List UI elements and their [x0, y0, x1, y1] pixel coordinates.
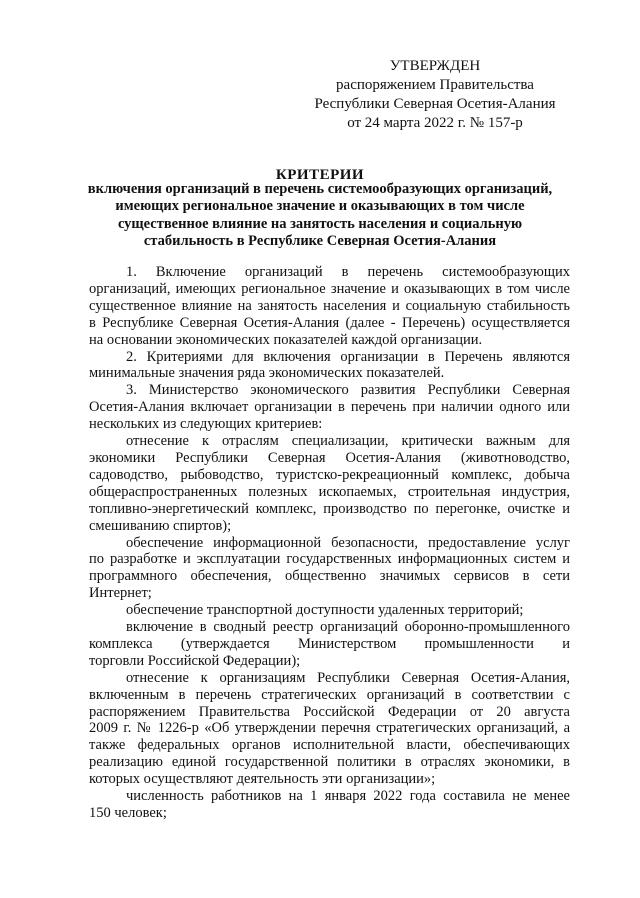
approval-block — [300, 57, 570, 133]
paragraph-line: включение в сводный реестр организаций оборонно-промышленного — [126, 619, 570, 636]
paragraph-line: численность работников на 1 января 2022 года составила не менее — [126, 788, 570, 805]
paragraph-line: отнесение к отраслям специализации, критически важным для — [126, 433, 570, 450]
criterion-headcount — [89, 788, 570, 822]
paragraph-line: отнесение к организациям Республики Северная Осетия-Алания, — [126, 669, 570, 686]
paragraph-line: минимальные значения ряда экономических показателей. — [89, 365, 445, 382]
paragraph-line: смешиванию спиртов); — [89, 517, 232, 534]
paragraph-line: 1. Включение организаций в перечень системообразующих — [126, 264, 570, 280]
document-title: КРИТЕРИИ — [275, 167, 365, 183]
approval-line: Республики Северная Осетия-Алания — [314, 96, 556, 112]
subtitle-line: включения организаций в перечень системообразующих организаций, — [87, 181, 553, 197]
paragraph-line: Осетия-Алания включает организации в перечень при наличии одного или — [89, 399, 570, 416]
paragraph-line: топливно-энергетический комплекс, производство по перегонке, очистке и — [89, 500, 570, 517]
paragraph-line: 150 человек; — [89, 805, 167, 821]
document-subtitle — [70, 181, 570, 251]
approval-line: распоряжением Правительства — [336, 77, 534, 93]
paragraph-line: распоряжением Правительства Российской Федерации от 20 августа — [89, 703, 570, 720]
paragraph-line: которых осуществляют деятельность эти организации»; — [89, 771, 436, 788]
approval-heading: УТВЕРЖДЕН — [389, 58, 481, 74]
paragraph-line: 3. Министерство экономического развития Республики Северная — [126, 382, 570, 399]
paragraph-line: включенным в перечень стратегических организаций в соответствии с — [89, 686, 570, 703]
paragraph-line: экономики Республики Северная Осетия-Алания (животноводство, — [89, 449, 570, 466]
paragraph-line: организаций, имеющих региональное значение и оказывающих в том числе — [89, 280, 570, 297]
paragraph-line: садоводство, рыбоводство, туристско-рекреационный комплекс, добыча — [89, 466, 570, 483]
approval-date-number: от 24 марта 2022 г. № 157-р — [347, 115, 523, 131]
paragraph-line: торговли Российской Федерации); — [89, 652, 301, 669]
criterion-transport — [89, 602, 570, 619]
paragraph-line: нескольких из следующих критериев: — [89, 416, 323, 433]
criterion-information-security — [89, 535, 570, 603]
paragraph-line: программного обеспечения, общественно значимых сервисов в сети — [89, 568, 570, 585]
criterion-defense-registry — [89, 619, 570, 670]
paragraph-line: также федеральных органов исполнительной власти, обеспечивающих — [89, 737, 570, 754]
criterion-strategic-organizations — [89, 670, 570, 788]
subtitle-line: стабильность в Республике Северная Осетия-Алания — [143, 233, 497, 250]
paragraph-line: комплекса (утверждается Министерством промышленности и — [89, 635, 570, 652]
paragraph-line: обеспечение информационной безопасности, предоставление услуг — [126, 534, 570, 551]
paragraph-line: в Республике Северная Осетия-Алания (далее - Перечень) осуществляется — [89, 314, 570, 331]
paragraph-line: на основании экономических показателей каждой организации. — [89, 331, 483, 348]
paragraph-line: Интернет; — [89, 585, 152, 602]
paragraph-line: 2. Критериями для включения организации в Перечень являются — [126, 348, 570, 365]
criterion-specialization — [89, 433, 570, 534]
paragraph-2 — [89, 349, 570, 383]
paragraph-line: обеспечение транспортной доступности удаленных территорий; — [126, 602, 524, 619]
paragraph-line: по разработке и эксплуатации государственных информационных систем и — [89, 551, 570, 568]
paragraph-line: реализацию единой государственной политики в отраслях экономики, в — [89, 754, 570, 771]
document-body — [89, 264, 570, 822]
paragraph-line: существенное влияние на занятость населения и социальную стабильность — [89, 297, 570, 314]
paragraph-line: общераспространенных полезных ископаемых, строительная индустрия, — [89, 483, 570, 500]
subtitle-line: имеющих региональное значение и оказывающих в том числе — [115, 198, 525, 215]
paragraph-3 — [89, 382, 570, 433]
paragraph-1 — [89, 264, 570, 349]
subtitle-line: существенное влияние на занятость населения и социальную — [117, 215, 523, 232]
paragraph-line: 2009 г. № 1226-р «Об утверждении перечня стратегических организаций, а — [89, 720, 570, 737]
